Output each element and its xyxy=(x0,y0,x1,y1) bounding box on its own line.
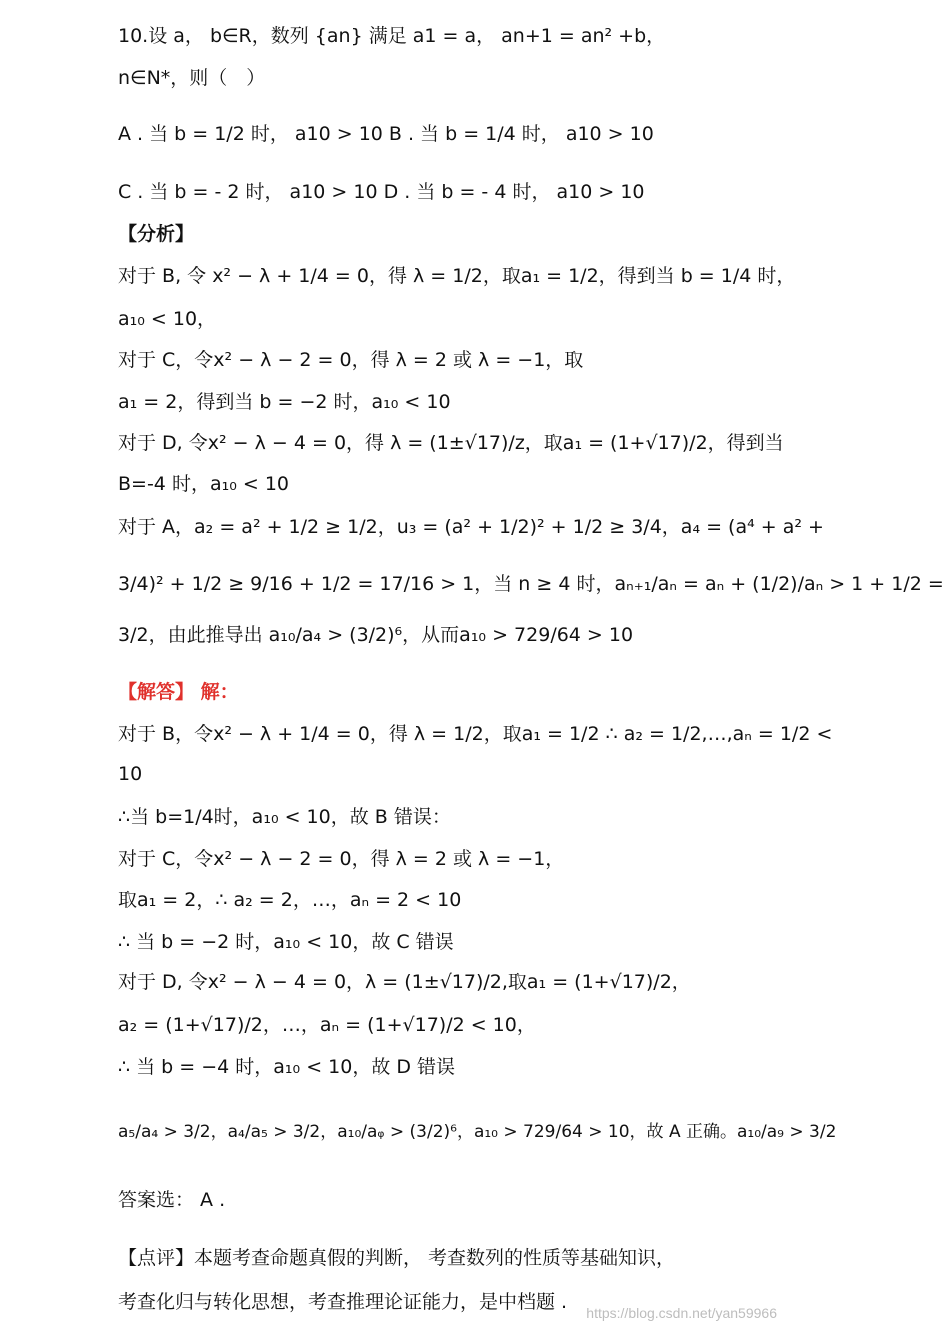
comment-line-2: 考查化归与转化思想，考查推理论证能力，是中档题 . xyxy=(118,1291,568,1313)
analysis-line-6: B=-4 时，a₁₀ < 10 xyxy=(118,473,289,495)
solution-line-7: 对于 D, 令x² − λ − 4 = 0，λ = (1±√17)/2,取a₁ = (1+√17)/2， xyxy=(118,971,691,993)
solution-line-6: ∴ 当 b = −2 时，a₁₀ < 10，故 C 错误 xyxy=(118,931,454,953)
solution-line-9: ∴ 当 b = −4 时，a₁₀ < 10，故 D 错误 xyxy=(118,1056,456,1078)
solution-line-10: a₅/a₄ > 3/2，a₄/a₅ > 3/2，a₁₀/aᵩ > (3/2)⁶，a₁₀ > 729/64 > 10，故 A 正确。a₁₀/a₉ > 3/2 xyxy=(118,1122,837,1142)
question-line-1: 10.设 a， b∈R，数列 {an} 满足 a1 = a， an+1 = an² +b， xyxy=(118,25,666,47)
question-line-2: n∈N*，则（ ） xyxy=(118,67,266,89)
comment-line-1: 【点评】本题考查命题真假的判断， 考查数列的性质等基础知识， xyxy=(118,1247,676,1269)
analysis-line-7: 对于 A，a₂ = a² + 1/2 ≥ 1/2，u₃ = (a² + 1/2)² + 1/2 ≥ 3/4，a₄ = (a⁴ + a² + xyxy=(118,516,824,538)
solution-line-5: 取a₁ = 2，∴ a₂ = 2，…，aₙ = 2 < 10 xyxy=(118,889,462,911)
analysis-line-3: 对于 C，令x² − λ − 2 = 0，得 λ = 2 或 λ = −1，取 xyxy=(118,349,584,371)
analysis-line-5: 对于 D, 令x² − λ − 4 = 0，得 λ = (1±√17)/z，取a₁ = (1+√17)/2，得到当 xyxy=(118,432,784,454)
analysis-line-9: 3/2，由此推导出 a₁₀/a₄ > (3/2)⁶，从而a₁₀ > 729/64 > 10 xyxy=(118,624,634,646)
solution-line-3: ∴当 b=1/4时，a₁₀ < 10，故 B 错误： xyxy=(118,806,451,828)
solution-line-4: 对于 C，令x² − λ − 2 = 0，得 λ = 2 或 λ = −1， xyxy=(118,848,565,870)
analysis-heading: 【分析】 xyxy=(118,223,195,245)
solution-line-2: 10 xyxy=(118,763,143,785)
watermark: https://blog.csdn.net/yan59966 xyxy=(586,1305,777,1321)
analysis-line-4: a₁ = 2，得到当 b = −2 时，a₁₀ < 10 xyxy=(118,391,451,413)
analysis-line-8: 3/4)² + 1/2 ≥ 9/16 + 1/2 = 17/16 > 1，当 n ≥ 4 时，aₙ₊₁/aₙ = aₙ + (1/2)/aₙ > 1 + 1/2 = xyxy=(118,573,944,595)
solution-heading: 【解答】 解： xyxy=(118,681,239,703)
solution-line-1: 对于 B，令x² − λ + 1/4 = 0，得 λ = 1/2，取a₁ = 1/2 ∴ a₂ = 1/2,…,aₙ = 1/2 < xyxy=(118,723,833,745)
option-a-b: A . 当 b = 1/2 时， a10 > 10 B . 当 b = 1/4 时， a10 > 10 xyxy=(118,123,654,145)
answer-line: 答案选： A . xyxy=(118,1189,226,1211)
solution-line-8: a₂ = (1+√17)/2，…，aₙ = (1+√17)/2 < 10， xyxy=(118,1014,536,1036)
option-c-d: C . 当 b = - 2 时， a10 > 10 D . 当 b = - 4 时， a10 > 10 xyxy=(118,181,645,203)
analysis-line-1: 对于 B, 令 x² − λ + 1/4 = 0，得 λ = 1/2，取a₁ = 1/2，得到当 b = 1/4 时， xyxy=(118,265,796,287)
analysis-line-2: a₁₀ < 10， xyxy=(118,308,217,330)
